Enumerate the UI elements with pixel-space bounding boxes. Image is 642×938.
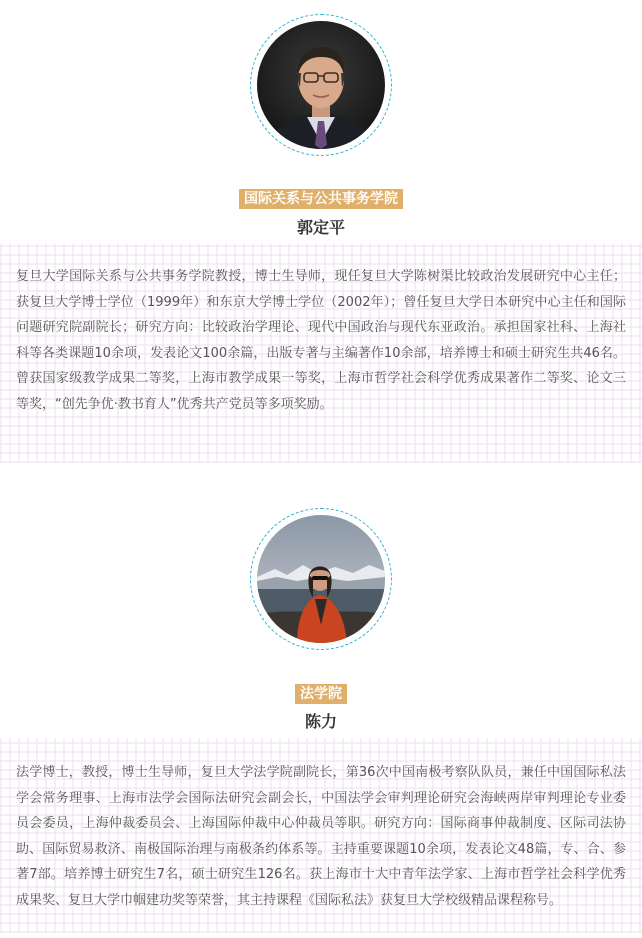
department-tag [0,683,642,704]
person-name: 郭定平 [296,218,345,237]
avatar [257,515,385,643]
person-name: 陈力 [304,712,337,731]
avatar-ring [250,14,392,156]
portrait-woman-antarctica-icon [257,515,385,643]
portrait-man-glasses-icon [257,21,385,149]
bio-text: 复旦大学国际关系与公共事务学院教授，博士生导师，现任复旦大学陈树渠比较政治发展研究中心主任；获复旦大学博士学位（1999年）和东京大学博士学位（2002年）；曾任复旦大学日本研究中心主任和国际问题研究院副院长；研究方向：比较政治学理论、现代中国政治与现代东亚政治。承担国家社科、上海社科等各类课题10余项，发表论文100余篇，出版专著与主编著作10余部，培养博士和硕士研究生共46名。曾获国家级教学成果二等奖，上海市教学成果一等奖，上海市哲学社会科学优秀成果著作二等奖、论文三等奖，“创先争优·教书育人”优秀共产党员等多项奖励。 [16,269,626,412]
profile-card [0,500,642,938]
avatar-ring [250,508,392,650]
avatar [257,21,385,149]
department-label: 国际关系与公共事务学院 [239,189,403,209]
bio-text: 法学博士，教授，博士生导师，复旦大学法学院副院长，第36次中国南极考察队队员，兼任中国国际私法学会常务理事、上海市法学会国际法研究会副会长，中国法学会审判理论研究会海峡两岸审判理论专业委员会委员，上海仲裁委员会、上海国际仲裁中心仲裁员等职。研究方向：国际商事仲裁制度、区际司法协助、国际贸易救济、南极国际治理与南极条约体系等。主持重要课题10余项，发表论文48篇，专、合、参著7部。培养博士研究生7名，硕士研究生126名。获上海市十大中青年法学家、上海市哲学社会科学优秀成果奖、复旦大学巾帼建功奖等荣誉，其主持课程《国际私法》获复旦大学校级精品课程称号。 [16,765,626,908]
department-tag [0,188,642,209]
department-label: 法学院 [295,684,347,704]
